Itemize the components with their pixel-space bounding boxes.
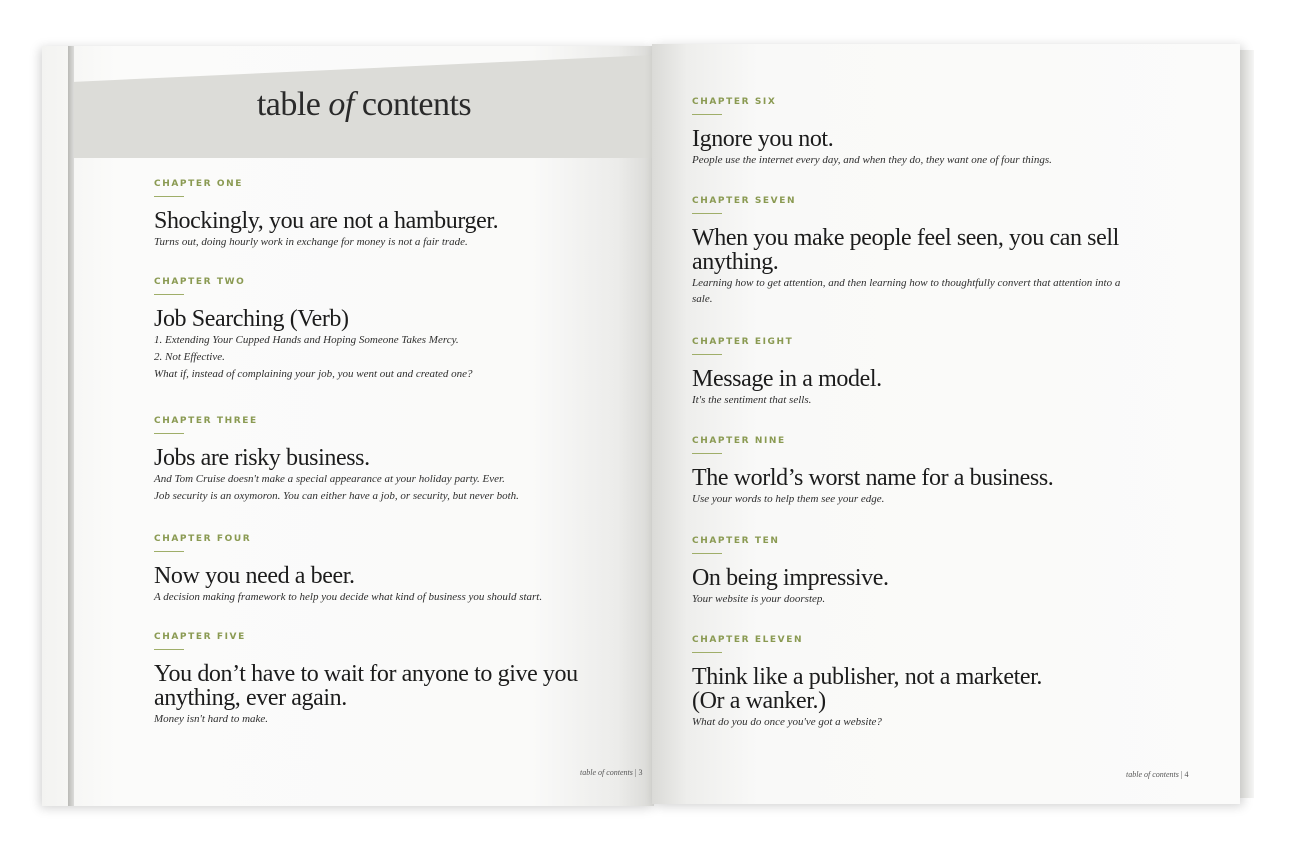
chapter-title: Now you need a beer. xyxy=(154,563,355,589)
chapter-rule xyxy=(692,114,722,115)
chapter-subtitle: Learning how to get attention, and then learning how to thoughtfully convert that attention into a sale. xyxy=(692,277,1121,305)
chapter-rule xyxy=(154,196,184,197)
chapter-title: You don’t have to wait for anyone to give you anything, ever again. xyxy=(154,661,578,711)
chapter-subtitle: Money isn't hard to make. xyxy=(154,713,269,725)
chapter-entry-8 xyxy=(692,336,882,408)
footer-label: table of contents xyxy=(580,768,633,777)
chapter-rule xyxy=(692,652,722,653)
chapter-entry-2 xyxy=(154,276,473,382)
chapter-subtitle: What do you do once you've got a website? xyxy=(692,716,882,728)
chapter-label: CHAPTER FIVE xyxy=(154,632,246,642)
chapter-rule xyxy=(154,294,184,295)
chapter-title: Ignore you not. xyxy=(692,126,834,152)
chapter-subtitle: What if, instead of complaining your job, you went out and created one? xyxy=(154,368,473,380)
chapter-entry-1 xyxy=(154,178,498,250)
chapter-subtitle: Your website is your doorstep. xyxy=(692,593,826,605)
chapter-title: On being impressive. xyxy=(692,565,889,591)
chapter-rule xyxy=(692,213,722,214)
chapter-label: CHAPTER THREE xyxy=(154,416,258,426)
title-contents: contents xyxy=(361,86,472,123)
chapter-subtitle: Job security is an oxymoron. You can either have a job, or security, but never both. xyxy=(154,490,519,502)
chapter-entry-11 xyxy=(692,634,1072,730)
chapter-label: CHAPTER EIGHT xyxy=(692,337,794,347)
chapter-label: CHAPTER TEN xyxy=(692,536,780,546)
right-page xyxy=(652,44,1240,804)
chapter-entry-9 xyxy=(692,435,1053,507)
chapter-rule xyxy=(692,354,722,355)
chapter-rule xyxy=(154,433,184,434)
chapter-rule xyxy=(692,453,722,454)
chapter-title: The world’s worst name for a business. xyxy=(692,465,1054,491)
chapter-subtitle: And Tom Cruise doesn't make a special appearance at your holiday party. Ever. xyxy=(154,473,505,485)
chapter-rule xyxy=(154,649,184,650)
chapter-title: When you make people feel seen, you can sell anything. xyxy=(692,225,1119,275)
chapter-entry-7 xyxy=(692,195,1132,307)
chapter-label: CHAPTER SIX xyxy=(692,97,777,107)
chapter-subtitle: 2. Not Effective. xyxy=(154,351,225,363)
chapter-label: CHAPTER TWO xyxy=(154,277,246,287)
chapter-title: Job Searching (Verb) xyxy=(154,306,349,332)
chapter-rule xyxy=(692,553,722,554)
chapter-title: Think like a publisher, not a marketer. (Or a wanker.) xyxy=(692,664,1043,714)
chapter-title: Jobs are risky business. xyxy=(154,445,370,471)
chapter-subtitle: It's the sentiment that sells. xyxy=(692,394,812,406)
chapter-subtitle: Use your words to help them see your edge. xyxy=(692,493,885,505)
chapter-entry-5 xyxy=(154,631,604,727)
title-of: of xyxy=(328,86,354,123)
chapter-subtitle: Turns out, doing hourly work in exchange for money is not a fair trade. xyxy=(154,236,468,248)
page-title xyxy=(74,86,654,124)
chapter-label: CHAPTER FOUR xyxy=(154,534,252,544)
chapter-subtitle: A decision making framework to help you decide what kind of business you should start. xyxy=(154,591,543,603)
chapter-label: CHAPTER SEVEN xyxy=(692,196,797,206)
chapter-label: CHAPTER ONE xyxy=(154,179,243,189)
footer-number: | 3 xyxy=(634,768,643,777)
chapter-label: CHAPTER NINE xyxy=(692,436,786,446)
chapter-subtitle: People use the internet every day, and when they do, they want one of four things. xyxy=(692,154,1052,166)
chapter-entry-4 xyxy=(154,533,542,605)
chapter-subtitle: 1. Extending Your Cupped Hands and Hoping Someone Takes Mercy. xyxy=(154,334,459,346)
page-number-right xyxy=(1126,770,1189,779)
chapter-entry-6 xyxy=(692,96,1052,168)
left-page xyxy=(42,46,654,806)
title-table: table xyxy=(256,86,321,123)
chapter-title: Message in a model. xyxy=(692,366,882,392)
footer-number: | 4 xyxy=(1180,770,1189,779)
footer-label: table of contents xyxy=(1126,770,1179,779)
chapter-entry-3 xyxy=(154,415,519,504)
chapter-title: Shockingly, you are not a hamburger. xyxy=(154,208,499,234)
page-number-left xyxy=(580,768,643,777)
chapter-entry-10 xyxy=(692,535,889,607)
chapter-label: CHAPTER ELEVEN xyxy=(692,635,804,645)
chapter-rule xyxy=(154,551,184,552)
